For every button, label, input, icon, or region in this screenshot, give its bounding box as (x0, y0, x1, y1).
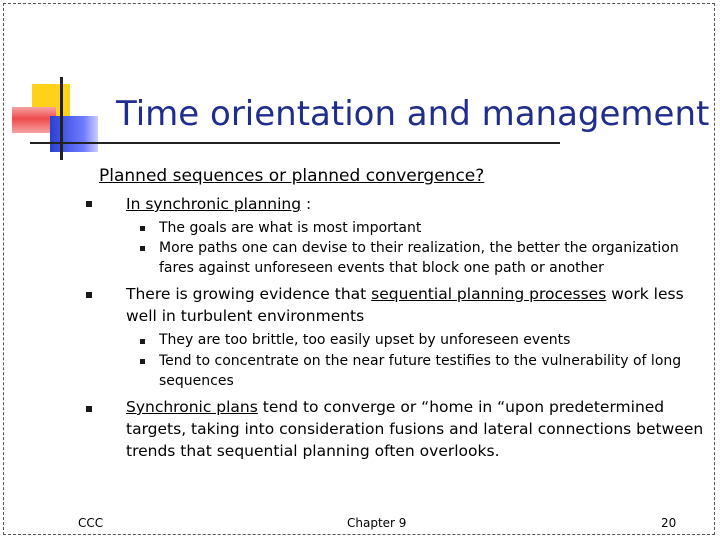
bullet-rest-text: tend to converge or “home in “upon predetermined targets, taking into consideration fusions and lateral connections between trends that sequential planning often overlooks. (126, 398, 704, 460)
slide-title: Time orientation and management (116, 94, 710, 134)
footer-page-number: 20 (661, 516, 677, 530)
bullet-marker (86, 406, 92, 412)
footer-center: Chapter 9 (347, 516, 407, 530)
sub-bullet-marker (140, 246, 145, 251)
sub-bullet-text: Tend to concentrate on the near future testifies to the vulnerability of long sequences (159, 353, 682, 389)
bullet-text (126, 193, 706, 215)
section-heading: Planned sequences or planned convergence? (99, 166, 485, 186)
logo-blue-square (50, 116, 98, 152)
sub-bullet-marker (140, 226, 145, 231)
bullet-underlined-text: sequential planning processes (371, 285, 607, 303)
bullet-marker (86, 201, 92, 207)
sub-bullet-text: More paths one can devise to their realization, the better the organization fares against unforeseen events that block one path or another (159, 240, 679, 276)
sub-bullet-text: They are too brittle, too easily upset by unforeseen events (159, 332, 571, 348)
logo-vertical-line (60, 77, 63, 160)
bullet-underlined-text: In synchronic planning (126, 195, 302, 213)
bullet-underlined-text: Synchronic plans (126, 398, 258, 416)
sub-bullet-marker (140, 359, 145, 364)
sub-bullet-text: The goals are what is most important (159, 220, 422, 236)
bullet-rest-text: : (301, 195, 312, 213)
title-underline (30, 142, 560, 144)
bullet-text (126, 396, 706, 462)
bullet-before-text: There is growing evidence that (126, 285, 372, 303)
bullet-text (126, 283, 706, 327)
sub-bullet-marker (140, 339, 145, 344)
bullet-marker (86, 292, 92, 298)
footer-left: CCC (78, 516, 104, 530)
bullet-after-text: work less well in turbulent environments (126, 285, 684, 325)
